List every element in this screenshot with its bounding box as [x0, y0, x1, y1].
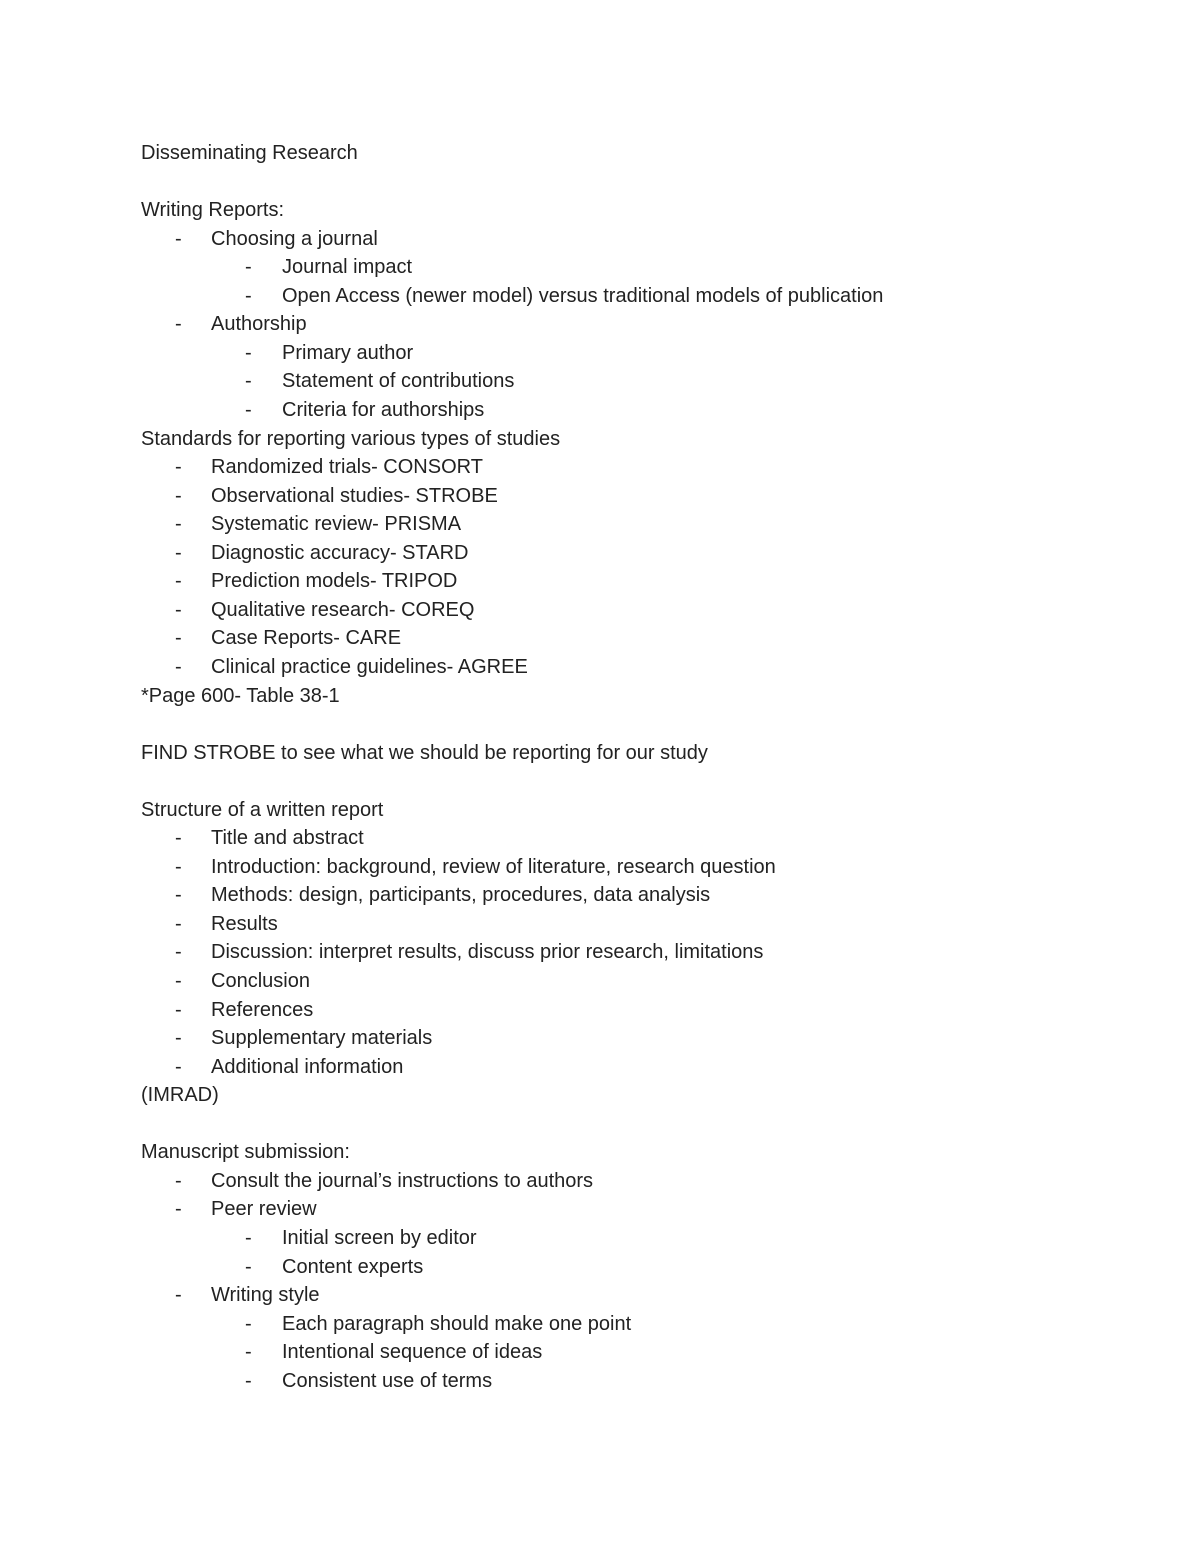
- bullet-text: Each paragraph should make one point: [282, 1312, 632, 1335]
- section-heading: [141, 425, 1160, 453]
- bullet-text: Conclusion: [211, 970, 310, 992]
- line-text: Structure of a written report: [141, 798, 384, 821]
- bullet-text: Discussion: interpret results, discuss prior research, limitations: [211, 941, 764, 964]
- bullet-text: Qualitative research- COREQ: [211, 598, 475, 621]
- bullet-text: Methods: design, participants, procedures, data analysis: [211, 884, 711, 907]
- section-heading: [141, 739, 1160, 767]
- bullet-text: Journal impact: [282, 256, 413, 279]
- bullet-dash: -: [175, 1169, 182, 1192]
- section-heading: [141, 796, 1160, 824]
- list-item: [141, 1195, 1160, 1223]
- line-text: *Page 600- Table 38-1: [141, 684, 340, 707]
- bullet-dash: -: [245, 256, 252, 279]
- bullet-text: Case Reports- CARE: [211, 627, 402, 650]
- list-item: [141, 967, 1160, 995]
- bullet-dash: -: [175, 655, 182, 678]
- list-item: [141, 1281, 1160, 1309]
- list-item: [141, 624, 1160, 652]
- bullet-text: Authorship: [211, 313, 307, 336]
- bullet-dash: -: [245, 1226, 252, 1249]
- list-item: [141, 310, 1160, 338]
- bullet-dash: -: [245, 1369, 252, 1392]
- line-text: Writing Reports:: [141, 199, 285, 222]
- sub-list-item: [141, 339, 1160, 367]
- bullet-dash: -: [175, 998, 182, 1021]
- bullet-text: Open Access (newer model) versus traditional models of publication: [282, 284, 884, 307]
- line-text: FIND STROBE to see what we should be reporting for our study: [141, 741, 708, 764]
- bullet-dash: -: [245, 398, 252, 421]
- bullet-dash: -: [175, 912, 182, 935]
- bullet-dash: -: [175, 484, 182, 507]
- bullet-dash: -: [175, 513, 182, 536]
- bullet-text: Writing style: [211, 1284, 320, 1306]
- bullet-dash: -: [175, 598, 182, 621]
- bullet-text: Observational studies- STROBE: [211, 484, 498, 507]
- bullet-dash: -: [175, 227, 182, 250]
- list-item: [141, 1024, 1160, 1052]
- list-item: [141, 938, 1160, 966]
- line-text: (IMRAD): [141, 1084, 219, 1107]
- line-text: Disseminating Research: [141, 142, 358, 164]
- list-item: [141, 996, 1160, 1024]
- bullet-text: Initial screen by editor: [282, 1226, 477, 1249]
- list-item: [141, 225, 1160, 253]
- sub-list-item: [141, 396, 1160, 424]
- bullet-dash: -: [245, 1312, 252, 1335]
- sub-list-item: [141, 282, 1160, 310]
- sub-list-item: [141, 1253, 1160, 1281]
- section-note: [141, 1081, 1160, 1109]
- sub-list-item: [141, 1367, 1160, 1395]
- bullet-text: Statement of contributions: [282, 370, 515, 393]
- bullet-dash: -: [175, 941, 182, 964]
- bullet-text: Intentional sequence of ideas: [282, 1341, 543, 1364]
- list-item: [141, 824, 1160, 852]
- bullet-dash: -: [245, 1341, 252, 1364]
- bullet-dash: -: [175, 627, 182, 650]
- list-item: [141, 881, 1160, 909]
- sub-list-item: [141, 367, 1160, 395]
- list-item: [141, 453, 1160, 481]
- bullet-text: Criteria for authorships: [282, 398, 485, 421]
- bullet-dash: -: [245, 1255, 252, 1278]
- bullet-text: Consistent use of terms: [282, 1369, 493, 1392]
- document-title: [141, 139, 1160, 167]
- list-item: [141, 539, 1160, 567]
- bullet-text: Prediction models- TRIPOD: [211, 570, 458, 593]
- bullet-dash: -: [245, 284, 252, 307]
- bullet-dash: -: [245, 370, 252, 393]
- bullet-dash: -: [175, 1198, 182, 1221]
- bullet-text: Additional information: [211, 1055, 404, 1078]
- bullet-dash: -: [175, 970, 182, 992]
- list-item: [141, 1053, 1160, 1081]
- bullet-text: Primary author: [282, 341, 414, 364]
- bullet-dash: -: [175, 827, 182, 850]
- sub-list-item: [141, 1338, 1160, 1366]
- bullet-text: Title and abstract: [211, 827, 364, 850]
- bullet-text: References: [211, 998, 314, 1021]
- bullet-text: Clinical practice guidelines- AGREE: [211, 655, 528, 678]
- sub-list-item: [141, 253, 1160, 281]
- bullet-text: Introduction: background, review of literature, research question: [211, 855, 776, 878]
- bullet-dash: -: [175, 456, 182, 479]
- sub-list-item: [141, 1310, 1160, 1338]
- list-item: [141, 1167, 1160, 1195]
- bullet-dash: -: [175, 1284, 182, 1306]
- section-note: [141, 682, 1160, 710]
- bullet-text: Peer review: [211, 1198, 317, 1221]
- bullet-text: Content experts: [282, 1255, 424, 1278]
- line-text: Standards for reporting various types of studies: [141, 427, 561, 450]
- bullet-text: Randomized trials- CONSORT: [211, 456, 483, 479]
- bullet-dash: -: [245, 341, 252, 364]
- sub-list-item: [141, 1224, 1160, 1252]
- bullet-text: Consult the journal’s instructions to authors: [211, 1169, 594, 1192]
- bullet-dash: -: [175, 884, 182, 907]
- bullet-text: Supplementary materials: [211, 1027, 433, 1050]
- bullet-text: Systematic review- PRISMA: [211, 513, 462, 536]
- section-heading: [141, 196, 1160, 224]
- list-item: [141, 567, 1160, 595]
- bullet-text: Diagnostic accuracy- STARD: [211, 541, 469, 564]
- bullet-dash: -: [175, 541, 182, 564]
- bullet-dash: -: [175, 570, 182, 593]
- list-item: [141, 653, 1160, 681]
- section-heading: [141, 1138, 1160, 1166]
- list-item: [141, 510, 1160, 538]
- bullet-text: Choosing a journal: [211, 227, 378, 250]
- list-item: [141, 482, 1160, 510]
- bullet-dash: -: [175, 855, 182, 878]
- line-text: Manuscript submission:: [141, 1141, 350, 1164]
- list-item: [141, 910, 1160, 938]
- bullet-dash: -: [175, 1027, 182, 1050]
- bullet-dash: -: [175, 313, 182, 336]
- bullet-dash: -: [175, 1055, 182, 1078]
- list-item: [141, 596, 1160, 624]
- bullet-text: Results: [211, 912, 278, 935]
- list-item: [141, 853, 1160, 881]
